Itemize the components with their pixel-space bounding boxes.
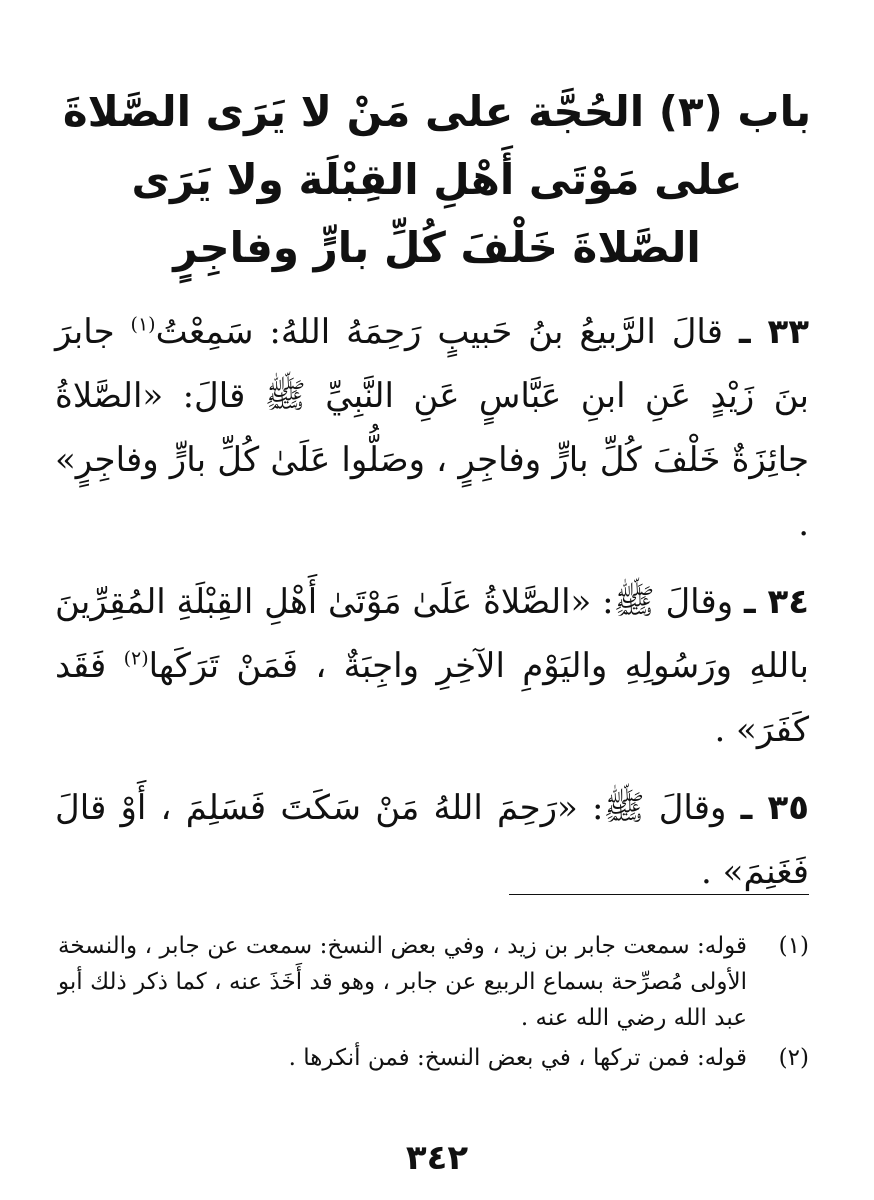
- footnote-1: [58, 928, 809, 1036]
- hadith-paragraph-33: [55, 300, 809, 556]
- hadith-text: وقالَ ﷺ: «الصَّلاةُ عَلَىٰ مَوْتَىٰ أَهْلِ القِبْلَةِ المُقِرِّينَ باللهِ ورَسُولِهِ واليَوْمِ الآخِرِ واجِبَةٌ ، فَمَنْ تَرَكَها: [54, 582, 809, 686]
- footnote-text: قوله: سمعت جابر بن زيد ، وفي بعض النسخ: سمعت عن جابر ، والنسخة الأولى مُصرِّحة بسماع الربيع عن جابر ، وهو قد أَخَذَ عنه ، كما ذكر ذلك أبو عبد الله رضي الله عنه .: [58, 933, 747, 1031]
- hadith-paragraph-35: [55, 776, 809, 904]
- hadith-number: ٣٣ ـ: [738, 312, 810, 352]
- hadith-number: ٣٥ ـ: [740, 788, 809, 828]
- footnote-2: [58, 1040, 809, 1076]
- footnote-number: (١): [778, 933, 809, 959]
- footnote-number: (٢): [778, 1045, 809, 1071]
- chapter-title-line-3: الصَّلاةَ خَلْفَ كُلِّ بارٍّ وفاجِرٍ: [173, 223, 701, 272]
- chapter-title-line-2: على مَوْتَى أَهْلِ القِبْلَة ولا يَرَى: [131, 155, 743, 204]
- page-number: ٣٤٢: [405, 1138, 469, 1178]
- hadith-number: ٣٤ ـ: [744, 582, 809, 622]
- hadith-text-continued: جابرَ بنَ زَيْدٍ عَنِ ابنِ عَبَّاسٍ عَنِ النَّبِيِّ ﷺ قالَ: «الصَّلاةُ جائِزَةٌ خَلْفَ كُلِّ بارٍّ وفاجِرٍ ، وصَلُّوا عَلَىٰ كُلِّ بارٍّ وفاجِرٍ» .: [55, 312, 809, 544]
- footnote-ref: (١): [130, 313, 156, 336]
- chapter-title: [60, 78, 814, 282]
- hadith-text: قالَ الرَّبيعُ بنُ حَبيبٍ رَحِمَهُ اللهُ: سَمِعْتُ: [155, 312, 724, 352]
- hadith-paragraph-34: [55, 570, 809, 762]
- hadith-body: [55, 300, 809, 918]
- footnote-ref: (٢): [123, 647, 149, 670]
- footnote-separator: [509, 894, 809, 895]
- footnotes: [58, 928, 809, 1080]
- footnote-text: قوله: فمن تركها ، في بعض النسخ: فمن أنكرها .: [288, 1045, 747, 1071]
- hadith-text-continued: فَقَد كَفَرَ» .: [55, 646, 809, 750]
- chapter-title-line-1: باب (٣) الحُجَّة على مَنْ لا يَرَى الصَّلاةَ: [62, 87, 812, 136]
- hadith-text: وقالَ ﷺ: «رَحِمَ اللهُ مَنْ سَكَتَ فَسَلِمَ ، أَوْ قالَ فَغَنِمَ» .: [55, 788, 809, 892]
